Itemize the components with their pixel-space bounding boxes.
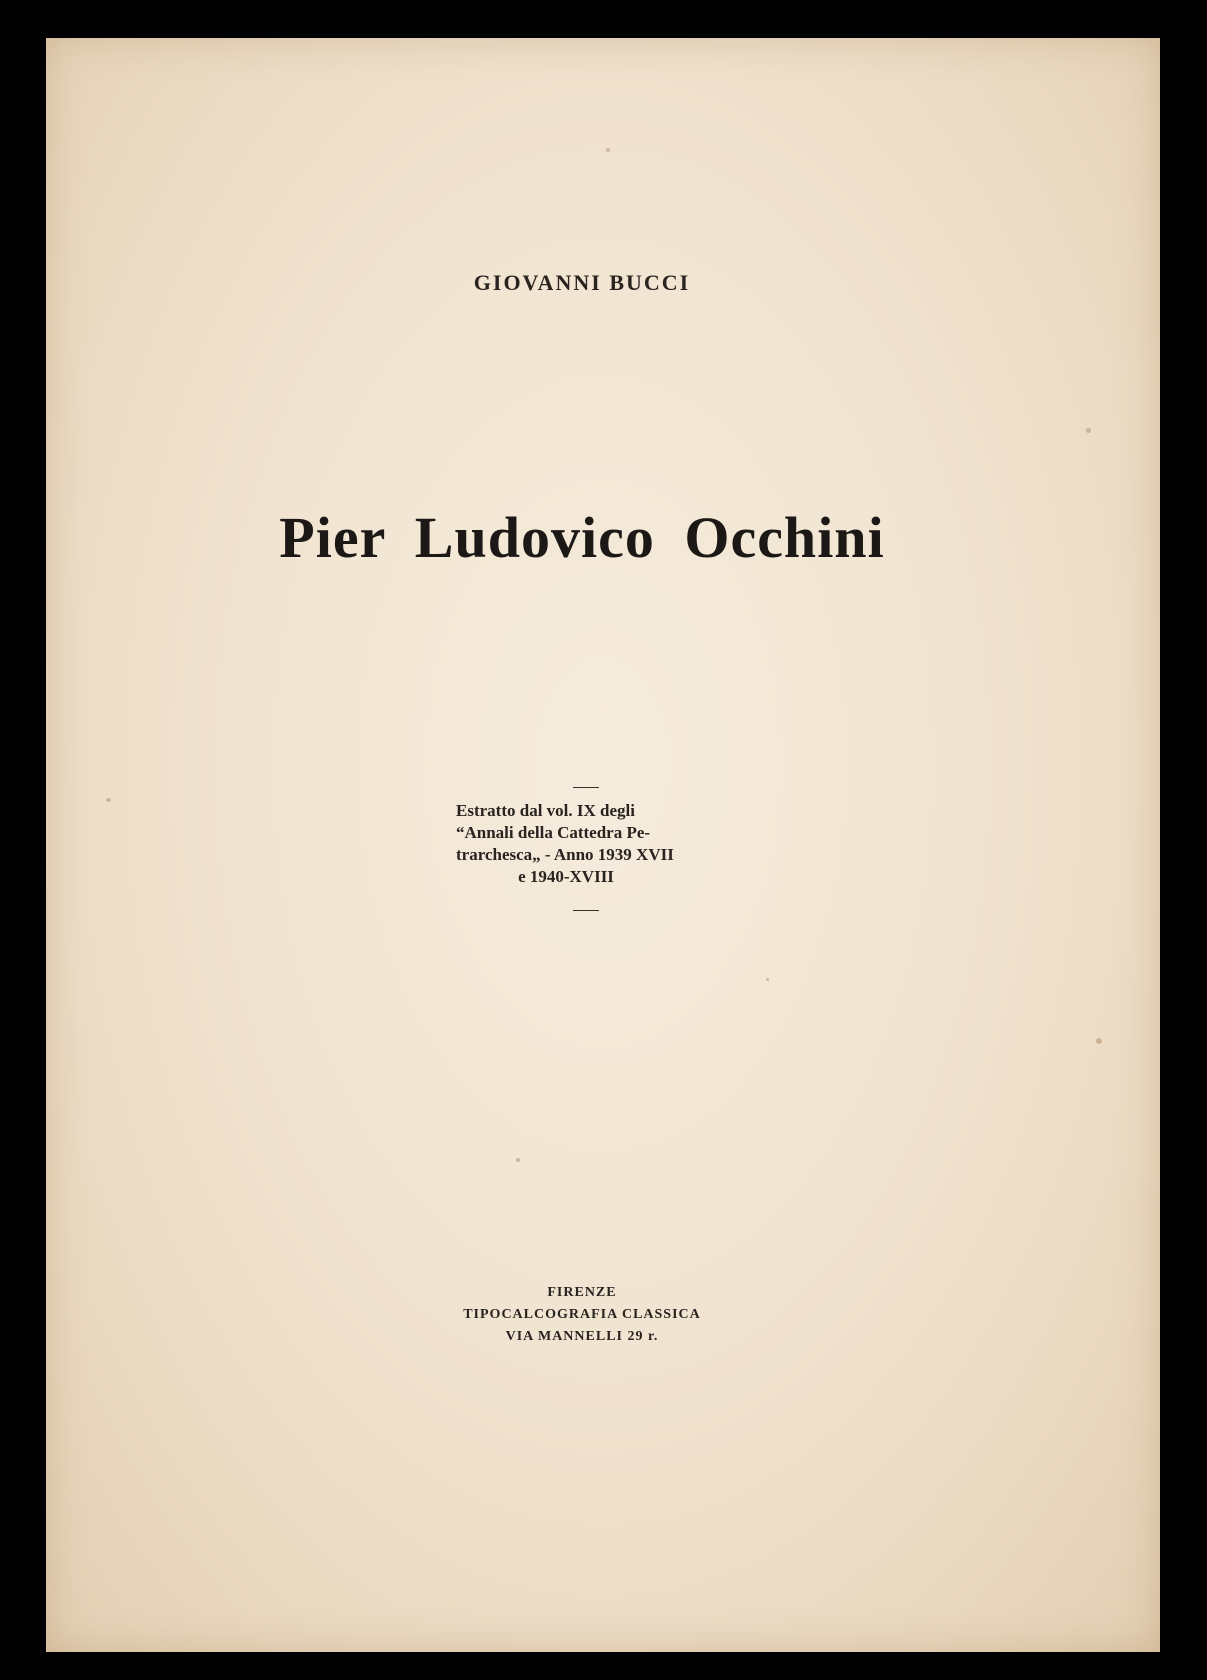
book-cover: [46, 38, 1160, 1652]
divider-top: [573, 787, 599, 788]
imprint-city: FIRENZE: [547, 1285, 617, 1300]
paper-stain: [606, 148, 610, 152]
imprint-address: VIA MANNELLI 29 r.: [505, 1329, 659, 1344]
paper-stain: [516, 1158, 520, 1162]
paper-stain: [766, 978, 769, 981]
extract-line: e 1940-XVIII: [518, 867, 614, 886]
publisher-imprint: [46, 1282, 1118, 1348]
extract-line: “Annali della Cattedra Pe-: [456, 823, 651, 842]
extract-line: Estratto dal vol. IX degli: [456, 801, 635, 820]
paper-stain: [1086, 428, 1091, 433]
author-name: GIOVANNI BUCCI: [473, 270, 691, 295]
extract-line: trarchesca„ - Anno 1939 XVII: [456, 845, 674, 864]
paper-stain: [106, 798, 111, 802]
book-title: Pier Ludovico Occhini: [279, 505, 885, 570]
imprint-publisher: TIPOCALCOGRAFIA CLASSICA: [463, 1307, 701, 1322]
divider-bottom: [573, 910, 599, 911]
extract-note: [456, 800, 706, 888]
paper-stain: [1096, 1038, 1102, 1044]
